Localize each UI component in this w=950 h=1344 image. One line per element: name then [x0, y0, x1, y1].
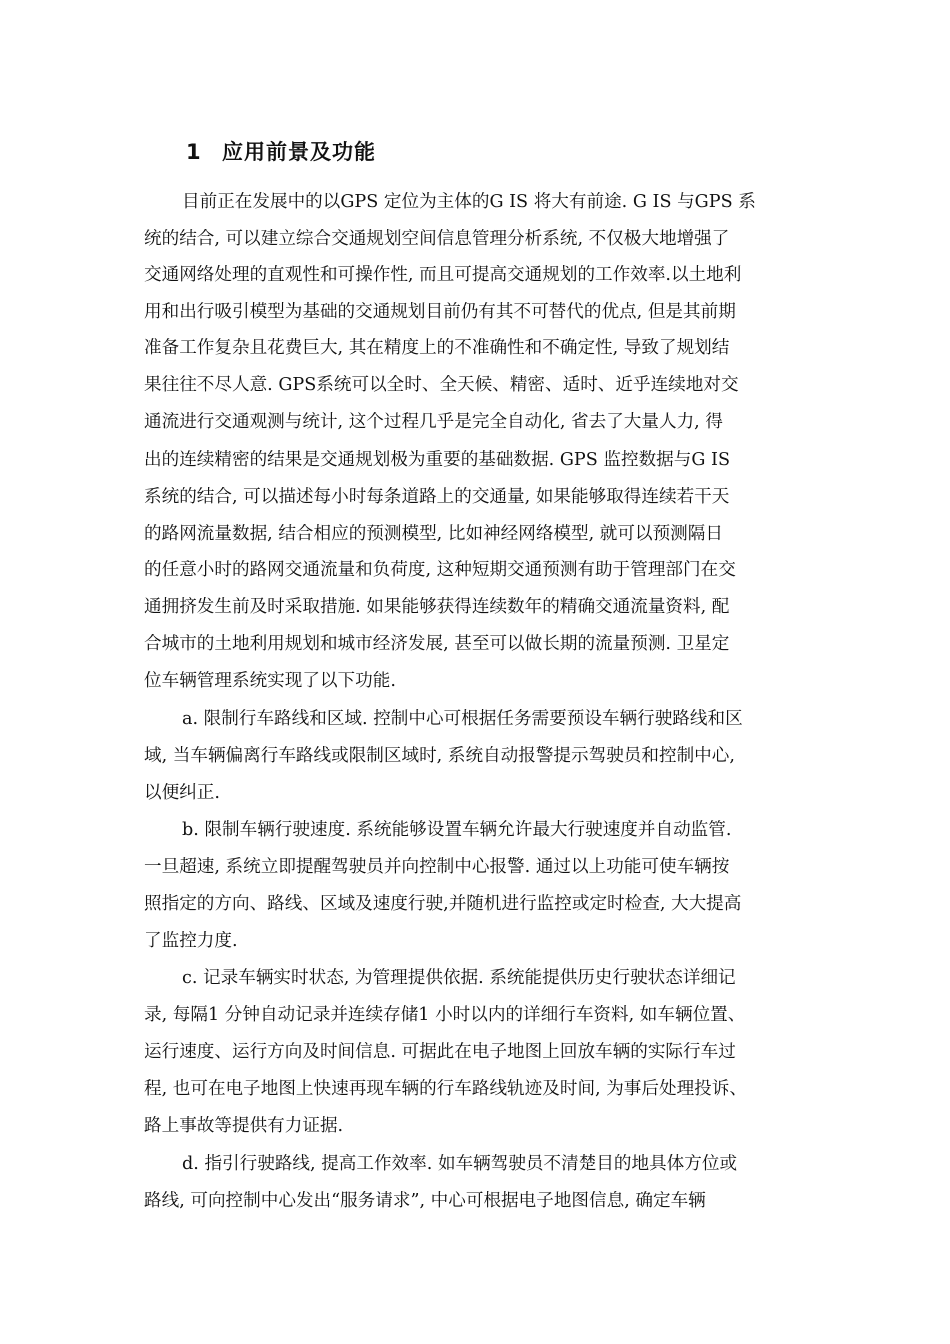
paragraph-line: b. 限制车辆行驶速度. 系统能够设置车辆允许最大行驶速度并自动监管. — [182, 820, 732, 840]
paragraph-line: 位车辆管理系统实现了以下功能. — [144, 671, 396, 691]
paragraph-line: 运行速度、运行方向及时间信息. 可据此在电子地图上回放车辆的实际行车过 — [144, 1042, 736, 1062]
paragraph-line: 通流进行交通观测与统计, 这个过程几乎是完全自动化, 省去了大量人力, 得 — [144, 412, 723, 432]
paragraph-line: 系统的结合, 可以描述每小时每条道路上的交通量, 如果能够取得连续若干天 — [144, 487, 730, 507]
paragraph-line: d. 指引行驶路线, 提高工作效率. 如车辆驾驶员不清楚目的地具体方位或 — [182, 1154, 738, 1174]
paragraph-line: 用和出行吸引模型为基础的交通规划目前仍有其不可替代的优点, 但是其前期 — [144, 302, 736, 322]
paragraph-line: 的任意小时的路网交通流量和负荷度, 这种短期交通预测有助于管理部门在交 — [144, 560, 736, 580]
section-title: 应用前景及功能 — [222, 140, 376, 164]
paragraph-line: 的路网流量数据, 结合相应的预测模型, 比如神经网络模型, 就可以预测隔日 — [144, 524, 723, 544]
paragraph-line: 录, 每隔1 分钟自动记录并连续存储1 小时以内的详细行车资料, 如车辆位置、 — [144, 1005, 746, 1025]
paragraph-line: a. 限制行车路线和区域. 控制中心可根据任务需要预设车辆行驶路线和区 — [182, 709, 743, 729]
paragraph-line: 照指定的方向、路线、区域及速度行驶,并随机进行监控或定时检查, 大大提高 — [144, 894, 742, 914]
paragraph-line: 以便纠正. — [144, 783, 220, 803]
paragraph-line: 域, 当车辆偏离行车路线或限制区域时, 系统自动报警提示驾驶员和控制中心, — [144, 746, 735, 766]
paragraph-line: 果往往不尽人意. GPS系统可以全时、全天候、精密、适时、近乎连续地对交 — [144, 375, 739, 395]
paragraph-line: 通拥挤发生前及时采取措施. 如果能够获得连续数年的精确交通流量资料, 配 — [144, 597, 730, 617]
paragraph-line: 程, 也可在电子地图上快速再现车辆的行车路线轨迹及时间, 为事后处理投诉、 — [144, 1079, 747, 1099]
paragraph-line: c. 记录车辆实时状态, 为管理提供依据. 系统能提供历史行驶状态详细记 — [182, 968, 736, 988]
paragraph-line: 统的结合, 可以建立综合交通规划空间信息管理分析系统, 不仅极大地增强了 — [144, 229, 730, 249]
paragraph-line: 路线, 可向控制中心发出“服务请求”, 中心可根据电子地图信息, 确定车辆 — [144, 1191, 706, 1211]
paragraph-line: 交通网络处理的直观性和可操作性, 而且可提高交通规划的工作效率.以土地利 — [144, 265, 742, 285]
paragraph-line: 准备工作复杂且花费巨大, 其在精度上的不准确性和不确定性, 导致了规划结 — [144, 338, 730, 358]
section-heading — [186, 136, 376, 166]
paragraph-line: 目前正在发展中的以GPS 定位为主体的G IS 将大有前途. G IS 与GPS 系 — [182, 192, 756, 212]
paragraph-line: 了监控力度. — [144, 931, 238, 951]
section-number: 1 — [186, 140, 202, 164]
paragraph-line: 路上事故等提供有力证据. — [144, 1116, 344, 1136]
paragraph-line: 出的连续精密的结果是交通规划极为重要的基础数据. GPS 监控数据与G IS — [144, 450, 731, 470]
paragraph-line: 一旦超速, 系统立即提醒驾驶员并向控制中心报警. 通过以上功能可使车辆按 — [144, 857, 730, 877]
paragraph-line: 合城市的土地利用规划和城市经济发展, 甚至可以做长期的流量预测. 卫星定 — [144, 634, 730, 654]
